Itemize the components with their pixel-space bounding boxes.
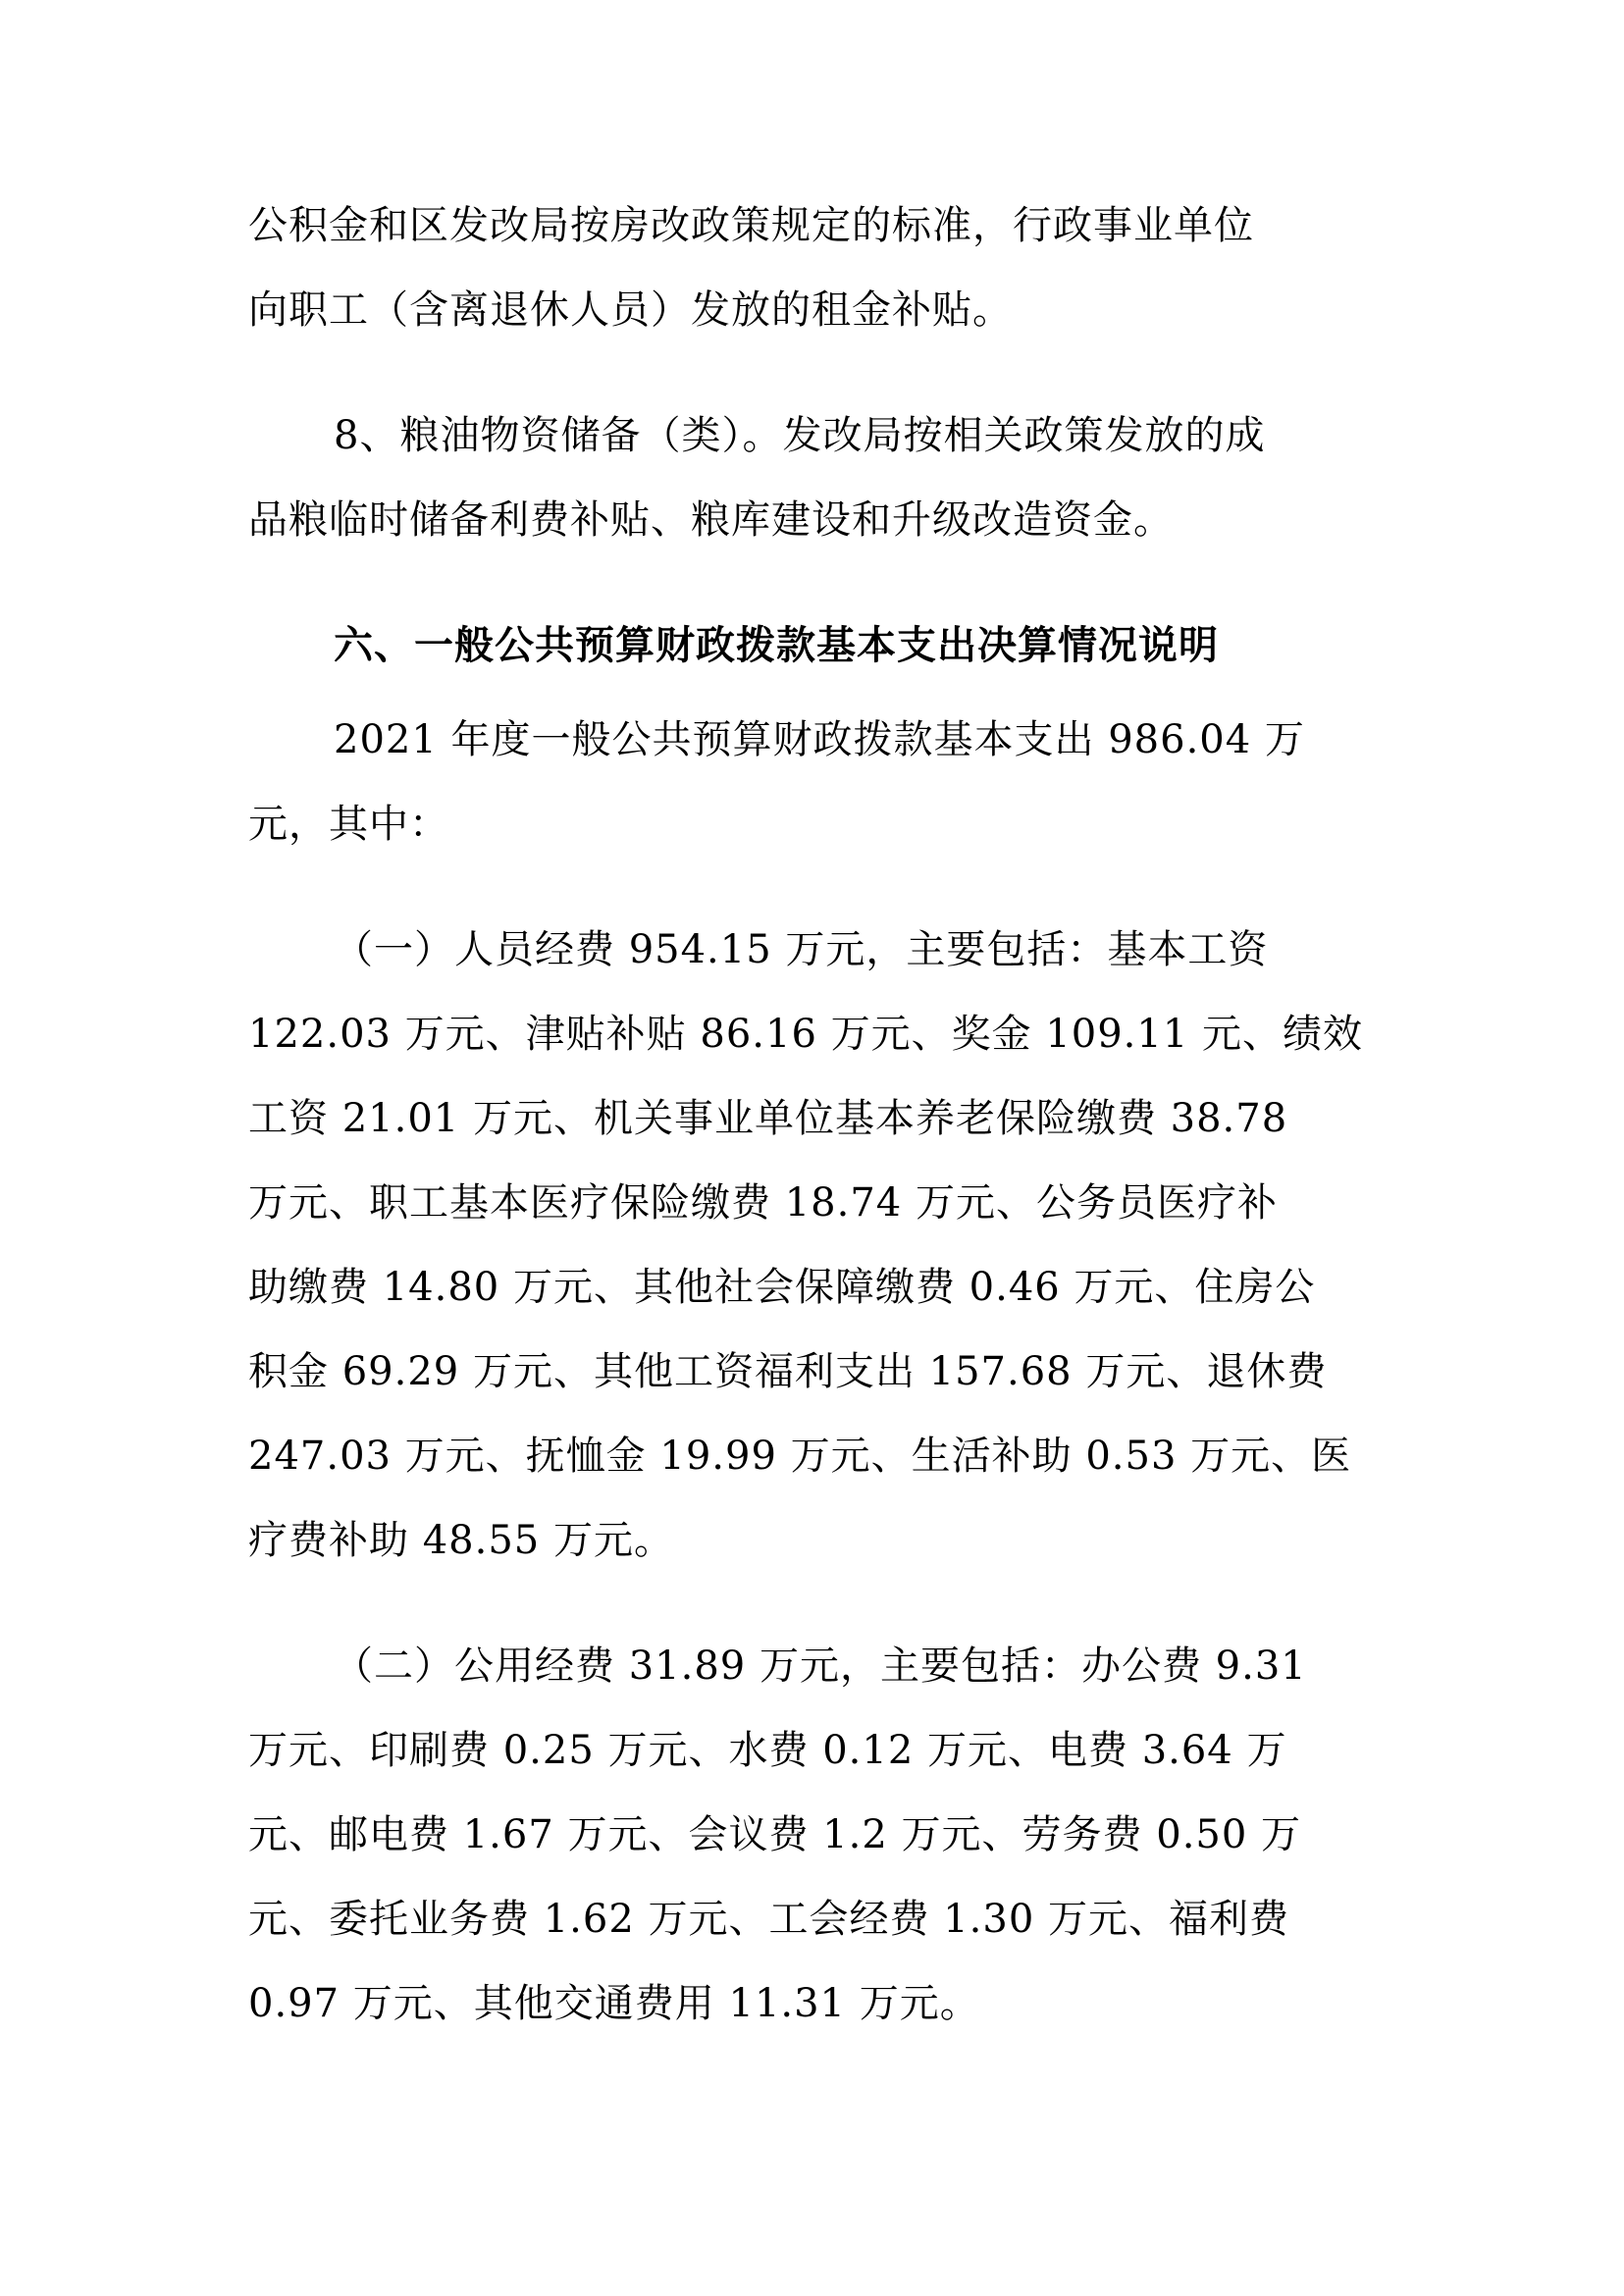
paragraph-public-line-5	[0, 1980, 1624, 2027]
text-line: 122.03 万元、津贴补贴 86.16 万元、奖金 109.11 元、绩效	[248, 1012, 1364, 1057]
paragraph-personnel-line-4	[0, 1179, 1624, 1226]
paragraph-grain-line-1	[0, 412, 1624, 459]
paragraph-summary-line-2	[0, 801, 1624, 848]
text-line: 2021 年度一般公共预算财政拨款基本支出 986.04 万	[334, 717, 1305, 762]
text-line: 公积金和区发改局按房改政策规定的标准，行政事业单位	[248, 203, 1254, 248]
text-line: 疗费补助 48.55 万元。	[248, 1518, 674, 1563]
paragraph-personnel-line-6	[0, 1348, 1624, 1395]
paragraph-summary-line-1	[0, 716, 1624, 763]
paragraph-personnel-line-2	[0, 1011, 1624, 1058]
paragraph-grain-line-2	[0, 496, 1624, 544]
text-line: 品粮临时储备利费补贴、粮库建设和升级改造资金。	[248, 497, 1174, 543]
text-line: （二）公用经费 31.89 万元，主要包括：办公费 9.31	[334, 1644, 1307, 1689]
text-line: 万元、印刷费 0.25 万元、水费 0.12 万元、电费 3.64 万	[248, 1728, 1287, 1773]
text-line: 元，其中：	[248, 802, 449, 847]
paragraph-personnel-line-8	[0, 1517, 1624, 1564]
section-heading	[0, 622, 1624, 669]
text-line: 助缴费 14.80 万元、其他社会保障缴费 0.46 万元、住房公	[248, 1265, 1316, 1310]
paragraph-housing-line-1	[0, 202, 1624, 249]
text-line: 8、粮油物资储备（类）。发改局按相关政策发放的成	[334, 413, 1266, 458]
paragraph-public-line-3	[0, 1811, 1624, 1858]
heading-text: 六、一般公共预算财政拨款基本支出决算情况说明	[334, 623, 1219, 668]
text-line: 工资 21.01 万元、机关事业单位基本养老保险缴费 38.78	[248, 1096, 1288, 1141]
text-line: 万元、职工基本医疗保险缴费 18.74 万元、公务员医疗补	[248, 1180, 1278, 1226]
paragraph-personnel-line-3	[0, 1095, 1624, 1142]
text-line: 元、委托业务费 1.62 万元、工会经费 1.30 万元、福利费	[248, 1897, 1289, 1942]
paragraph-public-line-2	[0, 1727, 1624, 1774]
text-line: 积金 69.29 万元、其他工资福利支出 157.68 万元、退休费	[248, 1349, 1328, 1394]
paragraph-public-line-4	[0, 1896, 1624, 1943]
paragraph-personnel-line-5	[0, 1264, 1624, 1311]
paragraph-personnel-line-1	[0, 926, 1624, 973]
text-line: 向职工（含离退休人员）发放的租金补贴。	[248, 287, 1013, 333]
text-line: 元、邮电费 1.67 万元、会议费 1.2 万元、劳务费 0.50 万	[248, 1812, 1302, 1857]
text-line: 247.03 万元、抚恤金 19.99 万元、生活补助 0.53 万元、医	[248, 1434, 1352, 1479]
paragraph-housing-line-2	[0, 287, 1624, 334]
paragraph-personnel-line-7	[0, 1433, 1624, 1480]
text-line: 0.97 万元、其他交通费用 11.31 万元。	[248, 1981, 980, 2026]
text-line: （一）人员经费 954.15 万元，主要包括：基本工资	[334, 927, 1269, 972]
paragraph-public-line-1	[0, 1643, 1624, 1690]
